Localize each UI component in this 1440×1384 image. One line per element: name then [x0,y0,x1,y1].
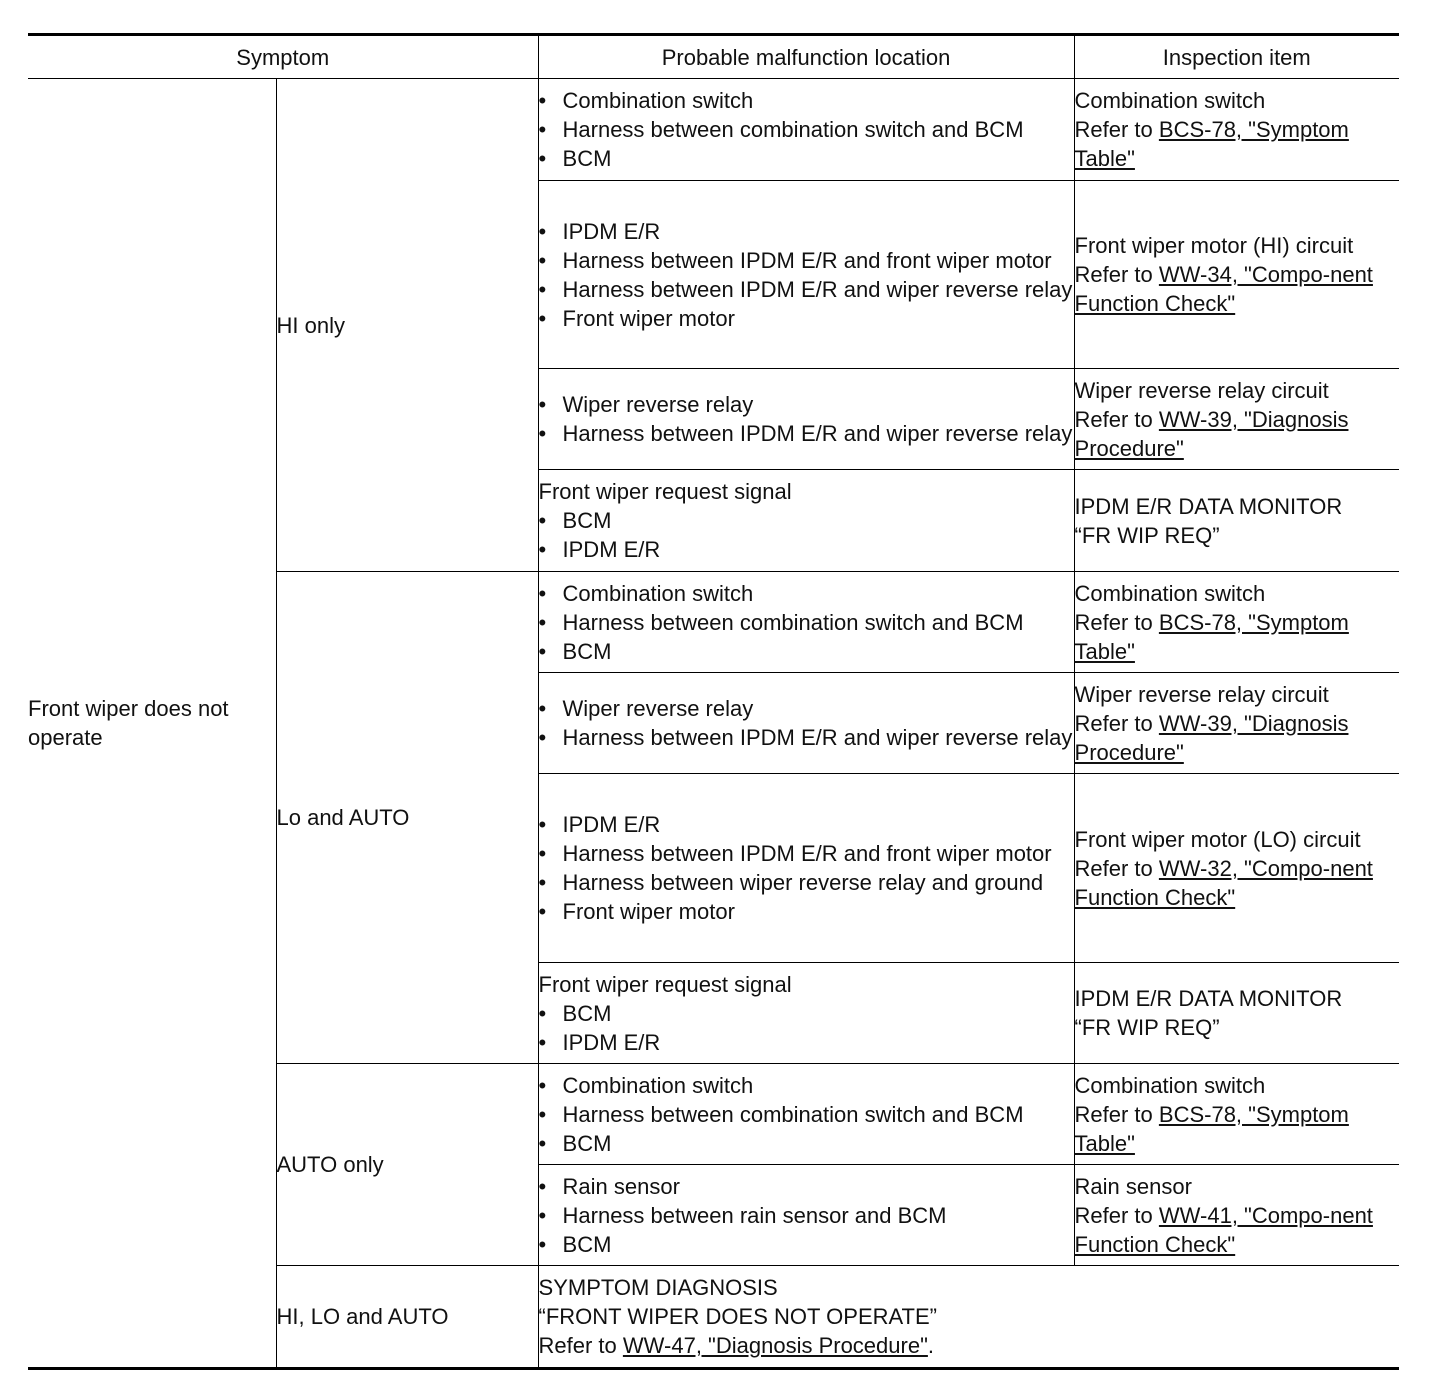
location-item: • Harness between IPDM E/R and wiper reverse relay [539,275,1074,304]
inspection-reference [1075,1100,1400,1158]
inspection-title: Wiper reverse relay circuit [1074,377,1329,403]
inspection-prefix: Refer to [1074,1202,1159,1228]
header-location: Probable malfunction location [538,35,1074,79]
location-list [539,86,1074,173]
location-item: • IPDM E/R [539,1028,1074,1057]
inspection-cell [1074,774,1399,963]
location-cell [538,774,1074,963]
inspection-reference [1075,1201,1400,1259]
location-cell [538,79,1074,181]
inspection-reference [1075,260,1400,318]
inspection-cell [1074,181,1399,369]
inspection-title: Wiper reverse relay circuit [1074,681,1329,707]
location-cell [538,470,1074,572]
location-item: • Harness between IPDM E/R and wiper reverse relay [539,723,1074,752]
location-item: • Wiper reverse relay [539,390,1074,419]
location-item: • Harness between combination switch and BCM [539,1100,1074,1129]
inspection-prefix: Refer to [1074,710,1159,736]
location-item: • Combination switch [539,86,1074,115]
inspection-cell [1074,963,1399,1064]
inspection-prefix: “FR WIP REQ” [1074,1015,1220,1040]
location-item: • Harness between wiper reverse relay and ground [539,868,1074,897]
table-row [28,79,1399,181]
location-cell [538,572,1074,673]
diagnosis-prefix: Refer to [538,1333,623,1358]
location-list [539,506,1074,564]
inspection-prefix: Refer to [1074,117,1159,142]
inspection-prefix: Refer to [1074,609,1159,635]
inspection-title: Combination switch [1074,1072,1266,1098]
header-row [28,35,1399,79]
diagnosis-cell [538,1266,1399,1369]
inspection-cell [1074,1165,1399,1266]
table-body [28,79,1399,1369]
location-item: • BCM [539,1230,1074,1259]
location-list [539,1071,1074,1158]
reference-link[interactable]: WW-47, "Diagnosis Procedure" [622,1333,928,1358]
location-item: • Rain sensor [539,1172,1074,1201]
location-item: • BCM [539,506,1074,535]
location-lead: Front wiper request signal [538,479,792,504]
location-list [539,810,1074,926]
diagnosis-heading: SYMPTOM DIAGNOSIS [538,1275,778,1300]
reference-link[interactable]: BCS-78, "Symptom Table" [1074,117,1349,171]
reference-link[interactable]: BCS-78, "Symptom Table" [1074,609,1349,664]
reference-link[interactable]: WW-34, "Compo-nent Function Check" [1074,262,1373,316]
location-item: • BCM [539,1129,1074,1158]
reference-link[interactable]: WW-32, "Compo-nent Function Check" [1074,855,1373,910]
header-inspection: Inspection item [1074,35,1399,79]
sub-symptom-cell: HI, LO and AUTO [276,1266,538,1369]
location-item: • Harness between combination switch and BCM [539,608,1074,637]
location-item: • BCM [539,637,1074,666]
location-list [539,579,1074,666]
location-cell [538,1064,1074,1165]
location-item: • IPDM E/R [539,535,1074,564]
location-item: • Harness between IPDM E/R and wiper reverse relay [539,419,1074,448]
inspection-title: Front wiper motor (LO) circuit [1074,826,1361,852]
location-cell [538,369,1074,470]
sub-symptom-cell: Lo and AUTO [276,572,538,1064]
inspection-cell [1074,572,1399,673]
location-item: • IPDM E/R [539,810,1074,839]
location-item: • BCM [539,144,1074,173]
location-list [539,390,1074,448]
reference-link[interactable]: WW-39, "Diagnosis Procedure" [1074,710,1349,765]
location-item: • Harness between combination switch and BCM [539,115,1074,144]
location-list [539,1172,1074,1259]
inspection-title: Rain sensor [1074,1173,1192,1199]
inspection-prefix: Refer to [1074,1101,1159,1127]
diagnosis-suffix: . [927,1333,935,1358]
inspection-title: Combination switch [1074,88,1266,113]
location-item: • Harness between IPDM E/R and front wiper motor [539,839,1074,868]
inspection-cell [1074,673,1399,774]
inspection-prefix: Refer to [1074,855,1159,881]
main-symptom-cell: Front wiper does not operate [28,79,276,1369]
location-lead: Front wiper request signal [538,971,792,997]
inspection-title: IPDM E/R DATA MONITOR [1074,986,1343,1011]
location-cell [538,963,1074,1064]
location-cell [538,181,1074,369]
reference-link[interactable]: WW-41, "Compo-nent Function Check" [1074,1202,1373,1257]
header-symptom: Symptom [28,35,538,79]
inspection-reference [1075,405,1400,463]
inspection-cell [1074,79,1399,181]
location-list [539,694,1074,752]
location-item: • Combination switch [539,579,1074,608]
inspection-title: IPDM E/R DATA MONITOR [1074,493,1343,519]
diagnosis-symptom: “FRONT WIPER DOES NOT OPERATE” [538,1304,937,1329]
inspection-reference [1075,854,1400,912]
symptom-table [28,33,1399,1370]
inspection-cell [1074,1064,1399,1165]
location-list [539,999,1074,1057]
inspection-reference [1075,608,1400,666]
inspection-title: Front wiper motor (HI) circuit [1074,233,1354,258]
inspection-prefix: “FR WIP REQ” [1074,522,1220,548]
inspection-prefix: Refer to [1074,262,1159,287]
inspection-reference [1075,709,1400,767]
reference-link[interactable]: BCS-78, "Symptom Table" [1074,1101,1349,1156]
location-list [539,217,1074,333]
reference-link[interactable]: WW-39, "Diagnosis Procedure" [1074,406,1349,461]
location-cell [538,1165,1074,1266]
location-item: • Harness between rain sensor and BCM [539,1201,1074,1230]
location-item: • Front wiper motor [539,304,1074,333]
location-item: • Wiper reverse relay [539,694,1074,723]
location-item: • BCM [539,999,1074,1028]
location-item: • Front wiper motor [539,897,1074,926]
inspection-reference [1075,521,1400,550]
location-item: • IPDM E/R [539,217,1074,246]
inspection-reference [1075,115,1400,173]
location-item: • Combination switch [539,1071,1074,1100]
sub-symptom-cell: AUTO only [276,1064,538,1266]
sub-symptom-cell: HI only [276,79,538,572]
inspection-cell [1074,369,1399,470]
inspection-prefix: Refer to [1074,406,1159,432]
location-cell [538,673,1074,774]
inspection-cell [1074,470,1399,572]
inspection-reference [1075,1013,1400,1042]
inspection-title: Combination switch [1074,580,1266,606]
diagnosis-reference [539,1331,1400,1360]
location-item: • Harness between IPDM E/R and front wiper motor [539,246,1074,275]
